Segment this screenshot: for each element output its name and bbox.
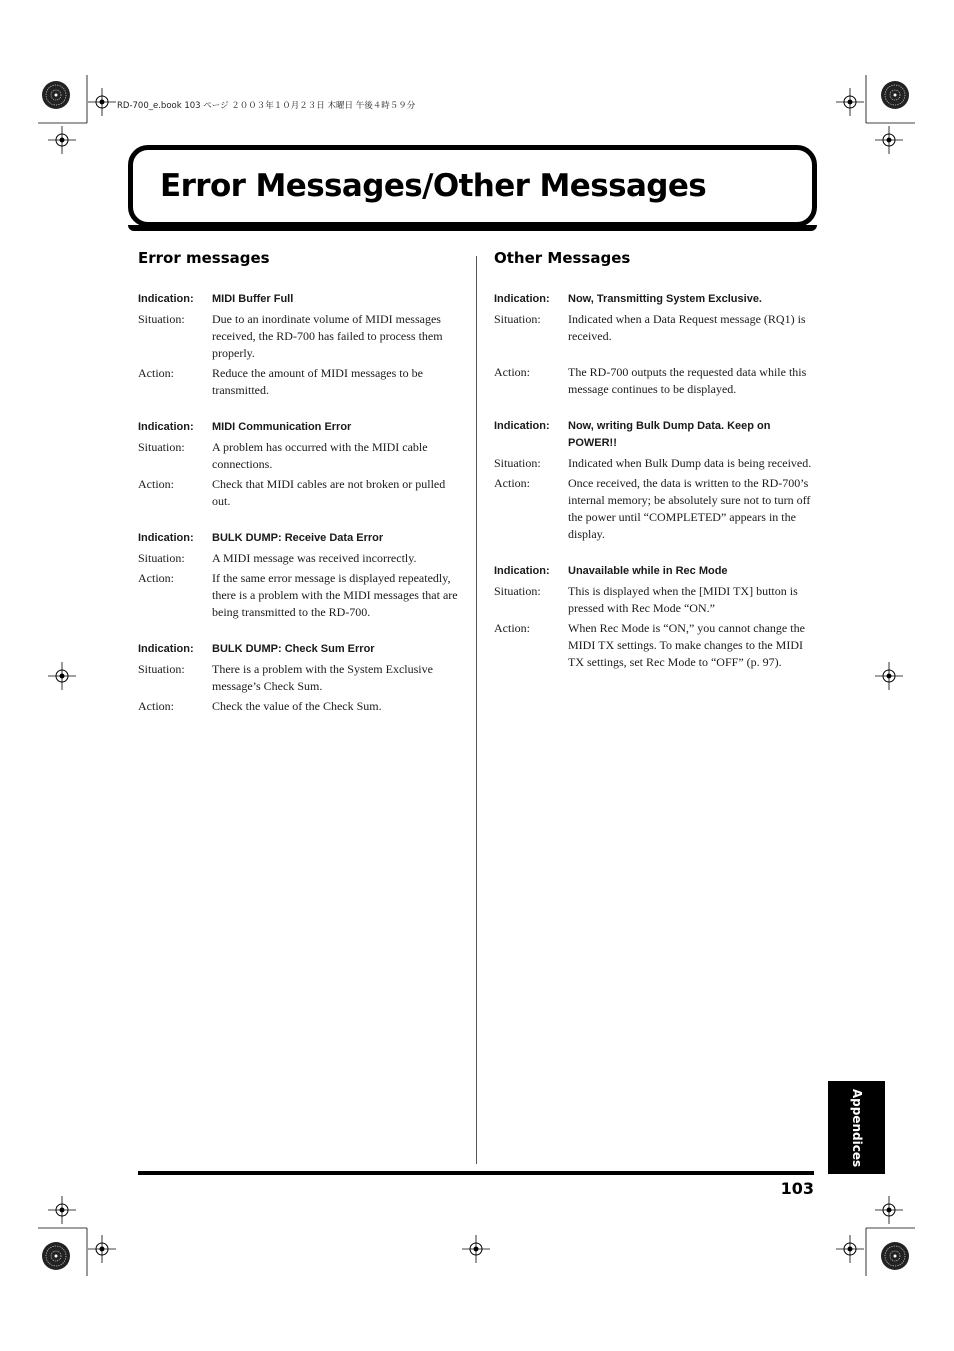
situation-label: Situation:: [494, 456, 541, 470]
action-label: Action:: [138, 571, 174, 585]
situation-label: Situation:: [138, 312, 185, 326]
page-title: Error Messages/Other Messages: [160, 168, 707, 204]
situation-text: Indicated when Bulk Dump data is being received.: [568, 456, 812, 470]
other-messages-column: [494, 249, 816, 691]
indication-text: Now, Transmitting System Exclusive.: [568, 293, 762, 305]
action-label: Action:: [138, 699, 174, 713]
situation-text: Due to an inordinate volume of MIDI messages received, the RD-700 has failed to process them properly.: [212, 312, 443, 360]
situation-label: Situation:: [138, 662, 185, 676]
action-text: Check the value of the Check Sum.: [212, 699, 382, 713]
message-entry: [494, 563, 816, 671]
indication-label: Indication:: [494, 420, 550, 432]
action-label: Action:: [494, 621, 530, 635]
action-label: Action:: [494, 365, 530, 379]
situation-label: Situation:: [138, 551, 185, 565]
situation-label: Situation:: [494, 312, 541, 326]
situation-text: A problem has occurred with the MIDI cable connections.: [212, 440, 428, 471]
action-text: If the same error message is displayed repeatedly, there is a problem with the MIDI messages that are being transmitted to the RD-700.: [212, 571, 458, 619]
indication-label: Indication:: [138, 293, 194, 305]
message-entry: [138, 291, 460, 399]
appendices-side-tab: [828, 1081, 885, 1174]
message-entry: [494, 418, 816, 543]
situation-text: There is a problem with the System Exclusive message’s Check Sum.: [212, 662, 433, 693]
message-entry: [138, 530, 460, 621]
indication-label: Indication:: [494, 293, 550, 305]
action-label: Action:: [138, 477, 174, 491]
situation-label: Situation:: [494, 584, 541, 598]
print-header-line: RD-700_e.book 103 ページ ２００３年１０月２３日 木曜日 午後４時５９分: [117, 101, 416, 111]
message-entry: [494, 291, 816, 398]
situation-text: Indicated when a Data Request message (RQ1) is received.: [568, 312, 806, 343]
indication-label: Indication:: [494, 565, 550, 577]
indication-text: Unavailable while in Rec Mode: [568, 565, 728, 577]
side-tab-label: Appendices: [849, 1088, 864, 1167]
column-divider: [476, 256, 477, 1164]
indication-text: BULK DUMP: Check Sum Error: [212, 643, 375, 655]
indication-label: Indication:: [138, 421, 194, 433]
indication-text: BULK DUMP: Receive Data Error: [212, 532, 384, 544]
indication-label: Indication:: [138, 643, 194, 655]
action-text: Check that MIDI cables are not broken or pulled out.: [212, 477, 446, 508]
message-entry: [138, 419, 460, 510]
action-label: Action:: [494, 476, 530, 490]
action-text: Reduce the amount of MIDI messages to be transmitted.: [212, 366, 423, 397]
page-number: 103: [780, 1179, 814, 1198]
section-heading-error-messages: Error messages: [138, 249, 270, 267]
indication-text: MIDI Buffer Full: [212, 293, 294, 305]
indication-label: Indication:: [138, 532, 194, 544]
action-text: When Rec Mode is “ON,” you cannot change the MIDI TX settings. To make changes to the MIDI TX settings, set Rec Mode to “OFF” (p. 97).: [568, 621, 805, 669]
situation-text: This is displayed when the [MIDI TX] button is pressed with Rec Mode “ON.”: [568, 584, 798, 615]
situation-label: Situation:: [138, 440, 185, 454]
section-heading-other-messages: Other Messages: [494, 249, 631, 267]
situation-text: A MIDI message was received incorrectly.: [212, 551, 417, 565]
action-text: Once received, the data is written to the RD-700’s internal memory; be absolutely sure not to turn off the power until “COMPLETED” appears in the display.: [568, 476, 811, 541]
indication-text: MIDI Communication Error: [212, 421, 352, 433]
message-entry: [138, 641, 460, 715]
indication-text: Now, writing Bulk Dump Data. Keep on POWER!!: [568, 420, 771, 449]
footer-rule: [138, 1171, 814, 1175]
error-messages-column: [138, 249, 460, 735]
action-text: The RD-700 outputs the requested data while this message continues to be displayed.: [568, 365, 807, 396]
action-label: Action:: [138, 366, 174, 380]
